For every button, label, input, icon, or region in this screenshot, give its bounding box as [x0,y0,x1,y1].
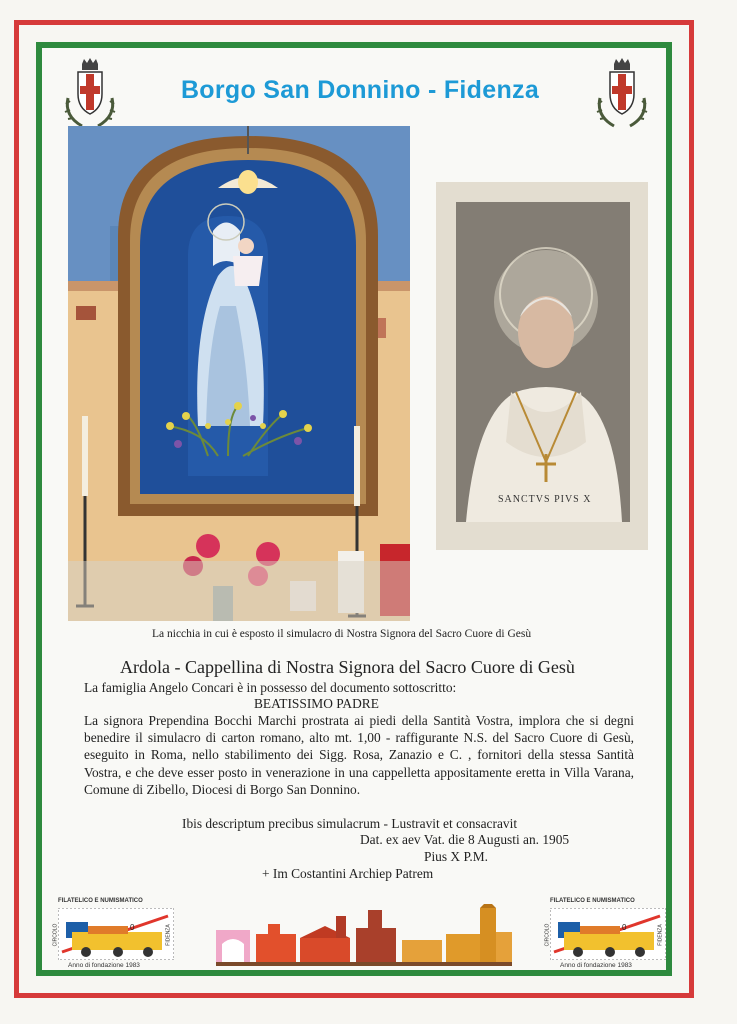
signature-costantini: + Im Costantini Archiep Patrem [262,866,434,881]
intro-text: La famiglia Angelo Concari è in possesso del documento sottoscritto: [84,680,457,695]
page-title: Borgo San Donnino - Fidenza [180,76,540,104]
holy-card-label: SANCTVS PIVS X [498,494,592,505]
stamp-side-right: FIDENZA [657,924,664,946]
date-line: Dat. ex aev Vat. die 8 Augusti an. 1905 [360,832,570,847]
train-stamp-icon [58,908,174,960]
document-heading: Ardola - Cappellina di Nostra Signora del Sacro Cuore di Gesù [120,657,575,677]
niche-photo [68,126,410,621]
stamp-top-text: FILATELICO E NUMISMATICO [58,898,143,904]
coat-of-arms-right [592,58,652,130]
club-stamp-right [546,898,670,974]
latin-line: Ibis descriptum precibus simulacrum - Lustravit et consacravit [182,816,518,831]
stamp-side-left: CIRCOLO [544,923,551,947]
letter-body: La signora Prependina Bocchi Marchi prostrata ai piedi della Santità Vostra, implora che si degni benedire il simulacro di carton romano, alto mt. 1,00 - raffigurante N.S. del Sacro Cuore di Gesù, eseguito in Roma, nello stabilimento dei Sigg. Rosa, Zanazio e C. , fornitori della stessa Santità Vostra, e che deve esser posto in venerazione in una cappelletta appositamente eretta in Villa Varana, Comune di Zibello, Diocesi di Borgo San Donnino. [84,713,634,797]
stamp-side-left: CIRCOLO [52,923,59,947]
coat-of-arms-left [60,58,120,130]
stamp-side-right: FIDENZA [165,924,172,946]
signature-pius: Pius X P.M. [424,849,489,864]
stamp-bottom-text: Anno di fondazione 1983 [560,962,632,969]
train-stamp-icon [550,908,666,960]
salutation-text: BEATISSIMO PADRE [254,696,379,711]
stamp-top-text: FILATELICO E NUMISMATICO [550,898,635,904]
club-stamp-left [54,898,178,974]
stamp-bottom-text: Anno di fondazione 1983 [68,962,140,969]
fidenza-skyline [216,904,512,966]
svg-text:0: 0 [622,923,627,932]
photo-caption: La nicchia in cui è esposto il simulacro di Nostra Signora del Sacro Cuore di Gesù [152,628,532,640]
svg-text:0: 0 [130,923,135,932]
